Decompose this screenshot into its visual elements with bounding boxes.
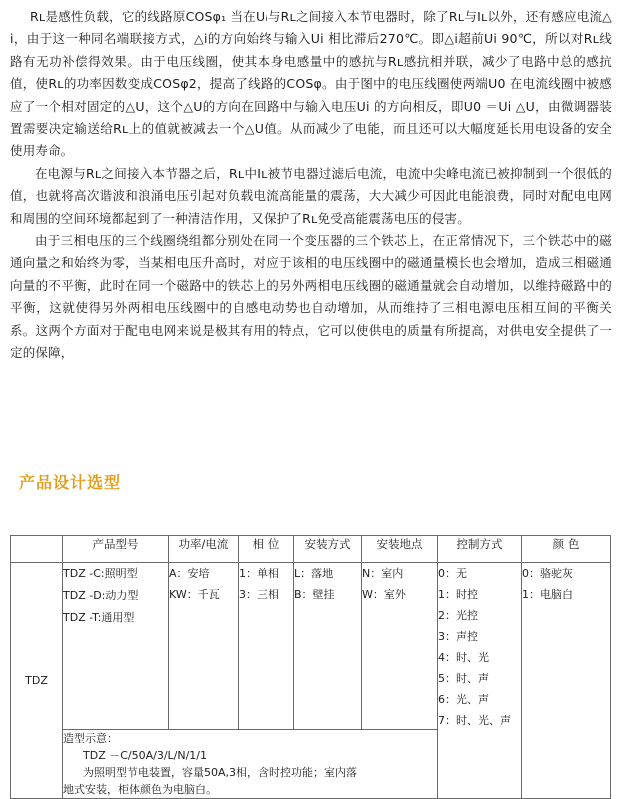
install-location-option: W：室外 xyxy=(362,588,406,601)
model-cell xyxy=(63,563,169,730)
install-location-cell xyxy=(362,563,438,730)
power-option: KW：千瓦 xyxy=(169,588,220,601)
section-title: 产品设计选型 xyxy=(19,473,122,492)
example-cell xyxy=(63,730,438,799)
header-model: 产品型号 xyxy=(63,536,169,563)
paragraph-1: Rʟ是感性负载，它的线路原COSφ₁ 当在Uᵢ与Rʟ之间接入本节电器时，除了Rʟ与Iʟ以外，还有感应电流△i，由于这一种同名端联接方式，△i的方向始终与输入Ui 相比滞后270℃。即△i超前Ui 90℃，所以对Rʟ线路有无功补偿得效果。由于电压线圈，使其本身电感量中的感抗与Rʟ感抗相并联，减少了电路中总的感抗值，使Rʟ的功率因数变成COSφ2，提高了线路的COSφ。由于图中的电压线圈使两端U0 在电流线圈中被感应了一个相对固定的△U，这个△U的方向在回路中与输入电压Ui 的方向相反，即U0 ＝Ui △U，由微调器装置需要决定输送给Rʟ上的值就被减去一个△U值。从而减少了电能，而且还可以大幅度延长用电设备的安全使用寿命。 xyxy=(10,9,612,159)
example-title: 造型示意： xyxy=(63,732,118,745)
phase-option: 3：三相 xyxy=(239,588,279,601)
model-option: TDZ -T:通用型 xyxy=(63,611,135,624)
blank-header-cell xyxy=(11,536,63,563)
control-option: 0：无 xyxy=(438,567,467,580)
control-option: 3：声控 xyxy=(438,630,478,643)
paragraph-2: 在电源与Rʟ之间接入本节器之后，Rʟ中Iʟ被节电器过滤后电流，电流中尖峰电流已被抑制到一个很低的值，也就将高次谐波和浪涌电压引起对负载电流高能量的震荡，大大减少可因此电能浪费，同时对配电电网和周围的空间环境都起到了一种清洁作用，又保护了Rʟ免受高能震荡电压的侵害。 xyxy=(10,165,612,226)
install-location-option: N：室内 xyxy=(362,567,404,580)
control-option: 5：时、声 xyxy=(438,672,489,685)
header-control: 控制方式 xyxy=(438,536,522,563)
control-option: 6：光、声 xyxy=(438,693,489,706)
control-option: 7：时、光、声 xyxy=(438,714,511,727)
phase-cell xyxy=(239,563,294,730)
color-option: 0：骆驼灰 xyxy=(522,567,573,580)
color-cell xyxy=(522,563,611,799)
control-cell xyxy=(438,563,522,799)
phase-option: 1：单相 xyxy=(239,567,279,580)
header-phase: 相 位 xyxy=(239,536,294,563)
example-line-2: 地式安装，柜体颜色为电脑白。 xyxy=(63,783,217,796)
install-method-option: B：壁挂 xyxy=(294,588,335,601)
table-body-row xyxy=(11,563,611,730)
control-option: 2：光控 xyxy=(438,609,478,622)
install-method-cell xyxy=(294,563,362,730)
body-text xyxy=(10,6,612,365)
control-option: 1：时控 xyxy=(438,588,478,601)
model-option: TDZ -D:动力型 xyxy=(63,589,139,602)
model-option: TDZ -C:照明型 xyxy=(63,567,138,580)
series-cell: TDZ xyxy=(11,563,63,799)
example-line-1: 为照明型节电装置，容量50A,3相，含时控功能；室内落 xyxy=(83,766,358,779)
power-option: A：安培 xyxy=(169,567,210,580)
table-header-row xyxy=(11,536,611,563)
header-power: 功率/电流 xyxy=(169,536,239,563)
paragraph-3: 由于三相电压的三个线圈绕组都分别处在同一个变压器的三个铁芯上，在正常情况下，三个铁芯中的磁通向量之和始终为零，当某相电压升高时，对应于该相的电压线圈中的磁通量模长也会增加，造成三相磁通向量的不平衡，此时在同一个磁路中的铁芯上的另外两相电压线圈的磁通量就会自动增加，以维持磁路中的平衡，这就使得另外两相电压线圈中的自感电动势也自动增加，从而维持了三相电源电压相互间的平衡关系。这两个方面对于配电电网来说是极其有用的特点，它可以使供电的质量有所提高，对供电安全提供了一定的保障， xyxy=(10,233,612,361)
selection-table xyxy=(10,535,611,799)
header-install-location: 安装地点 xyxy=(362,536,438,563)
install-method-option: L：落地 xyxy=(294,567,334,580)
power-cell xyxy=(169,563,239,730)
header-install-method: 安装方式 xyxy=(294,536,362,563)
color-option: 1：电脑白 xyxy=(522,588,573,601)
control-option: 4：时、光 xyxy=(438,651,489,664)
header-color: 颜 色 xyxy=(522,536,611,563)
example-code: TDZ －C/50A/3/L/N/1/1 xyxy=(83,749,208,762)
